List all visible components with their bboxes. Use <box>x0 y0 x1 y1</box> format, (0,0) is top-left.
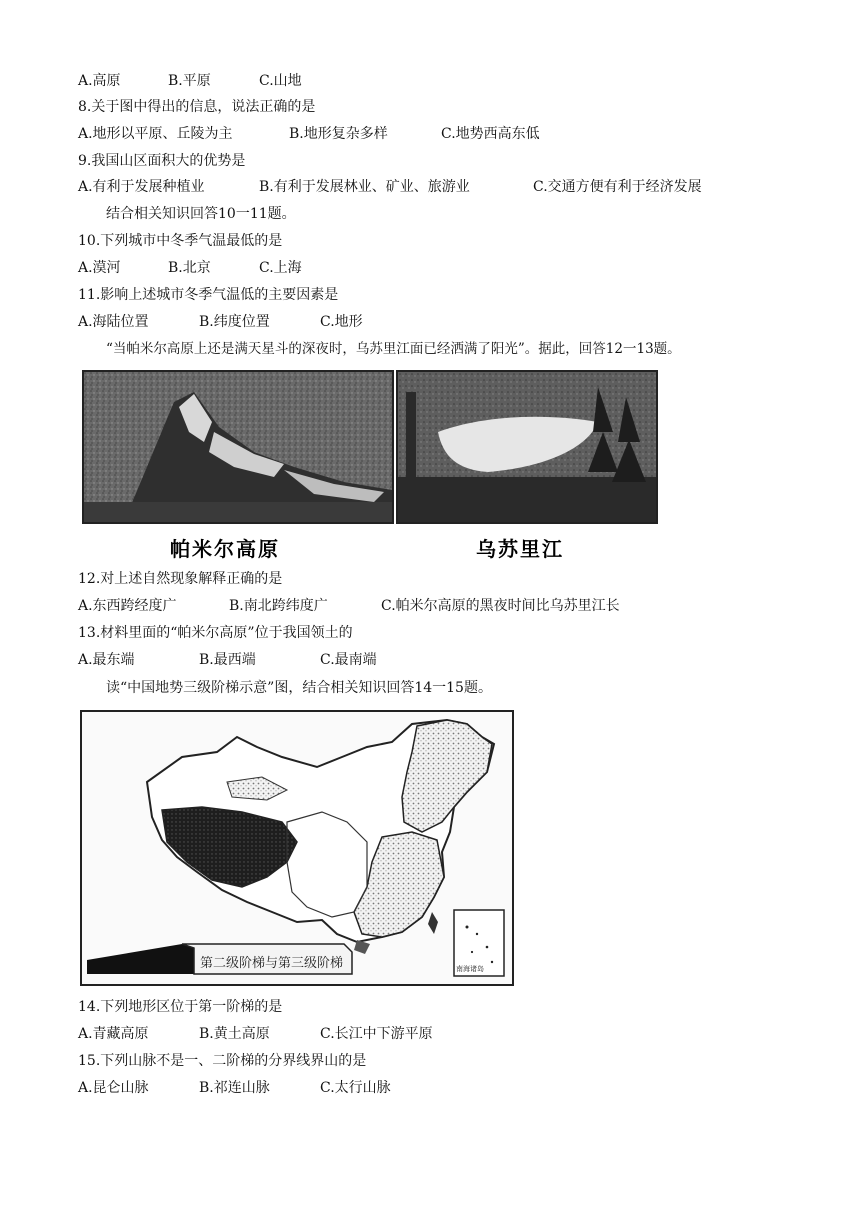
wusuli-caption: 乌苏里江 <box>476 537 564 561</box>
map-image <box>82 712 512 984</box>
question-10: 10.下列城市中冬季气温最低的是 <box>78 233 283 249</box>
option-row-q15 <box>78 1079 391 1097</box>
option-c: C.长江中下游平原 <box>320 1026 433 1042</box>
option-row-q12 <box>78 597 620 615</box>
option-a: A.东西跨经度广 <box>78 598 177 614</box>
option-row-q13 <box>78 651 377 669</box>
option-b: B.北京 <box>168 260 211 276</box>
option-row-q7 <box>78 72 302 90</box>
question-12: 12.对上述自然现象解释正确的是 <box>78 571 283 587</box>
option-row-q9 <box>78 178 702 196</box>
china-terrain-map <box>80 710 514 986</box>
question-13: 13.材料里面的“帕米尔高原”位于我国领土的 <box>78 625 353 641</box>
option-c: C.太行山脉 <box>320 1080 391 1096</box>
pamir-caption: 帕米尔高原 <box>170 537 280 561</box>
option-row-q10 <box>78 259 302 277</box>
wusuli-photo <box>396 370 658 524</box>
option-c: C.最南端 <box>320 652 377 668</box>
option-c: C.地势西高东低 <box>441 126 540 142</box>
river-image <box>398 372 656 522</box>
option-c: C.交通方便有利于经济发展 <box>533 179 702 195</box>
option-row-q14 <box>78 1025 433 1043</box>
option-b: B.纬度位置 <box>199 314 270 330</box>
map-legend-label: 第二级阶梯与第三级阶梯 <box>200 956 344 971</box>
option-b: B.黄土高原 <box>199 1026 270 1042</box>
question-11: 11.影响上述城市冬季气温低的主要因素是 <box>78 287 339 303</box>
photo-figure <box>80 366 660 562</box>
map-inset-label: 南海诸岛 <box>456 965 484 973</box>
mountain-image <box>84 372 392 522</box>
pamir-photo <box>82 370 394 524</box>
option-c: C.山地 <box>259 73 302 89</box>
option-a: A.海陆位置 <box>78 314 149 330</box>
option-a: A.高原 <box>78 73 121 89</box>
option-a: A.有利于发展种植业 <box>78 179 205 195</box>
option-row-q11 <box>78 313 363 331</box>
option-b: B.最西端 <box>199 652 256 668</box>
option-a: A.最东端 <box>78 652 135 668</box>
option-a: A.地形以平原、丘陵为主 <box>78 126 233 142</box>
option-b: B.南北跨纬度广 <box>229 598 328 614</box>
question-8: 8.关于图中得出的信息，说法正确的是 <box>78 99 316 115</box>
question-15: 15.下列山脉不是一、二阶梯的分界线界山的是 <box>78 1053 367 1069</box>
option-c: C.上海 <box>259 260 302 276</box>
option-c: C.帕米尔高原的黑夜时间比乌苏里江长 <box>381 598 620 614</box>
instruction-12-13: “当帕米尔高原上还是满天星斗的深夜时，乌苏里江面已经洒满了阳光”。据此，回答12一13题。 <box>106 341 681 357</box>
instruction-10-11: 结合相关知识回答10一11题。 <box>106 206 296 222</box>
option-b: B.地形复杂多样 <box>289 126 388 142</box>
option-a: A.漠河 <box>78 260 121 276</box>
option-a: A.昆仑山脉 <box>78 1080 149 1096</box>
question-9: 9.我国山区面积大的优势是 <box>78 153 246 169</box>
option-a: A.青藏高原 <box>78 1026 149 1042</box>
option-b: B.平原 <box>168 73 211 89</box>
question-14: 14.下列地形区位于第一阶梯的是 <box>78 999 283 1015</box>
option-row-q8 <box>78 125 540 143</box>
instruction-14-15: 读“中国地势三级阶梯示意”图，结合相关知识回答14一15题。 <box>106 680 492 696</box>
option-c: C.地形 <box>320 314 363 330</box>
option-b: B.祁连山脉 <box>199 1080 270 1096</box>
option-b: B.有利于发展林业、矿业、旅游业 <box>259 179 470 195</box>
